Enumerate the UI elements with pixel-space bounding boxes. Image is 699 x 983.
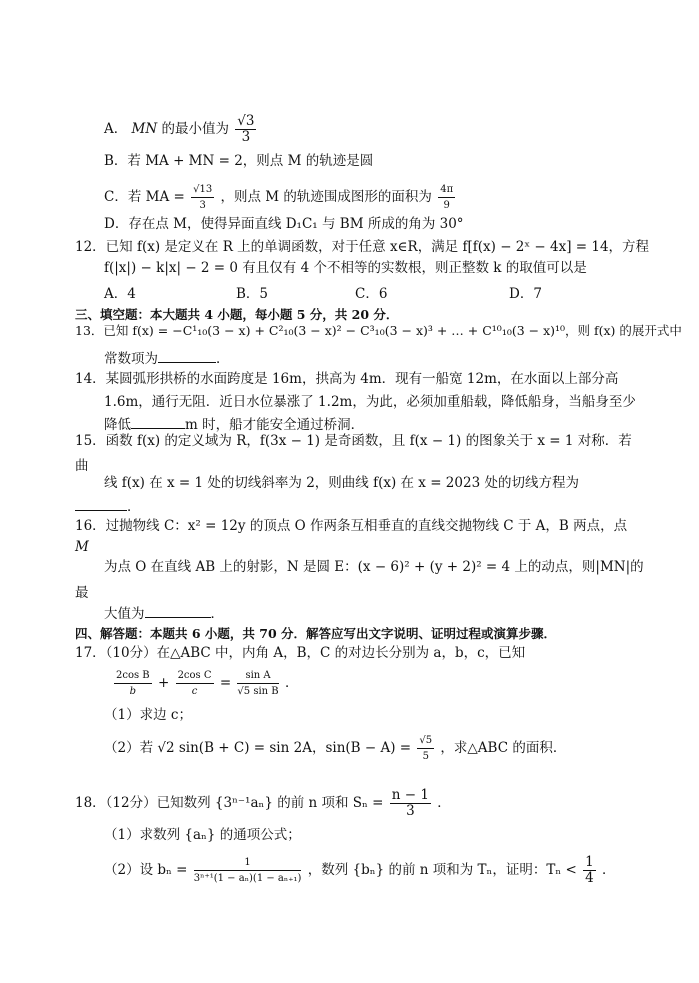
q12-line-1: 12．已知 f(x) 是定义在 R 上的单调函数，对于任意 x∈R，满足 f[f(x) − 2ˣ − 4x] = 14，方程 — [75, 239, 650, 255]
q18-bn-num: 1 — [194, 855, 302, 871]
q17-part2-pre: （2）若 √2 sin(B + C) = sin 2A，sin(B − A) = — [104, 740, 412, 756]
q13-answer-blank — [158, 350, 216, 363]
q11-a-frac-den: 3 — [241, 129, 251, 145]
q16-line-2: M — [75, 539, 89, 555]
q11-c-frac-den: 3 — [199, 200, 206, 211]
q12-line-2: f(|x|) − k|x| − 2 = 0 有且仅有 4 个不相等的实数根，则正整数 k 的取值可以是 — [104, 260, 587, 276]
section-4-heading: 四、解答题：本题共 6 小题，共 70 分．解答应写出文字说明、证明过程或演算步骤． — [75, 626, 557, 641]
q17-line-1: 17．（10分）在△ABC 中，内角 A，B，C 的对边长分别为 a，b，c，已知 — [75, 645, 526, 661]
q14-line-2: 1.6m，通行无阻．近日水位暴涨了 1.2m，为此，必须加重船载，降低船身，当船身至少 — [104, 394, 636, 410]
q13-line2-post: ． — [216, 351, 230, 367]
q17-frac-2 — [176, 668, 214, 699]
q11-option-d: D．存在点 M，使得异面直线 D₁C₁ 与 BM 所成的角为 30° — [104, 216, 464, 232]
q17-eq: = — [219, 675, 232, 691]
q18-part2-post: ． — [602, 862, 616, 878]
q11-c-frac-num: √13 — [191, 182, 214, 198]
q11-a-frac-num: √3 — [237, 113, 255, 129]
q16-line-3: 为点 O 在直线 AB 上的射影，N 是圆 E：(x − 6)² + (y + 2)² = 4 上的动点，则|MN|的 — [104, 559, 644, 575]
q17-end: ． — [284, 675, 299, 691]
q17-f3-num: sin A — [237, 668, 278, 684]
q17-equation — [112, 668, 298, 699]
q11-c-prefix: C．若 MA = — [104, 189, 185, 205]
q11-a-prefix: A． — [104, 121, 128, 137]
q16-line5-post: ． — [210, 606, 224, 622]
q17-plus: + — [157, 675, 170, 691]
q11-c-mid: ，则点 M 的轨迹围成图形的面积为 — [220, 189, 432, 205]
q18-part2-mid: ，数列 {bₙ} 的前 n 项和为 Tₙ，证明：Tₙ < — [307, 862, 577, 878]
q15-line-4 — [75, 498, 141, 516]
q17-part2-fraction — [417, 733, 434, 764]
q16-line-5 — [104, 605, 224, 623]
q18-line-1 — [75, 788, 451, 819]
q12-option-d: D．7 — [509, 286, 542, 302]
q15-line4-post: ． — [127, 499, 141, 515]
q16-line-1: 16．过抛物线 C：x² = 12y 的顶点 O 作两条互相垂直的直线交抛物线 C 于 A，B 两点，点 — [75, 518, 628, 534]
q13-line-2 — [104, 350, 230, 368]
q15-line-1: 15．函数 f(x) 的定义域为 R，f(3x − 1) 是奇函数，且 f(x − 1) 的图象关于 x = 1 对称．若 — [75, 433, 632, 449]
q12-option-c: C．6 — [355, 286, 388, 302]
q17-f3-den: √5 sin B — [237, 686, 279, 697]
section-3-heading: 三、填空题：本大题共 4 小题，每小题 5 分，共 20 分． — [75, 307, 399, 322]
q14-line-1: 14．某圆弧形拱桥的水面跨度是 16m，拱高为 4m．现有一船宽 12m，在水面以上部分高 — [75, 371, 619, 387]
q17-part2-den: 5 — [422, 751, 429, 762]
q11-c-fraction — [191, 182, 214, 213]
q18-sn-num: n − 1 — [391, 787, 429, 803]
q18-t-den: 4 — [585, 870, 594, 886]
q17-frac-3 — [237, 668, 278, 699]
q15-line-3: 线 f(x) 在 x = 1 处的切线斜率为 2，则曲线 f(x) 在 x = 2023 处的切线方程为 — [104, 475, 579, 491]
q13-line2-pre: 常数项为 — [104, 351, 158, 367]
q11-option-a — [104, 114, 258, 145]
q18-part-2 — [104, 855, 616, 886]
q17-f1-num: 2cos B — [114, 668, 152, 684]
q18-t-num: 1 — [585, 854, 594, 870]
q11-option-c — [104, 182, 457, 213]
q11-c-area-den: 9 — [443, 200, 450, 211]
q12-option-a: A．4 — [104, 286, 136, 302]
q18-t-fraction — [583, 855, 596, 886]
q17-f2-den: c — [191, 686, 198, 697]
q11-a-fraction — [235, 114, 256, 145]
q17-part-2 — [104, 733, 566, 764]
q11-option-b: B．若 MA + MN = 2，则点 M 的轨迹是圆 — [104, 153, 374, 169]
q18-bn-den: 3ⁿ⁺¹(1 − aₙ)(1 − aₙ₊₁) — [193, 873, 302, 884]
q11-a-text: 的最小值为 — [161, 121, 229, 137]
q14-line3-pre: 降低 — [104, 417, 131, 433]
q14-answer-blank — [131, 416, 185, 429]
q12-option-b: B．5 — [236, 286, 269, 302]
q18-part2-pre: （2）设 bₙ = — [104, 862, 188, 878]
q18-sn-fraction — [390, 788, 431, 819]
q16-answer-blank — [145, 605, 211, 618]
q17-part2-num: √5 — [417, 733, 434, 749]
q17-part2-post: ，求△ABC 的面积． — [440, 740, 567, 756]
q14-line3-post: m 时，船才能安全通过桥洞． — [185, 417, 365, 433]
q18-bn-fraction — [194, 855, 302, 886]
q18-line1-pre: 18．（12分）已知数列 {3ⁿ⁻¹aₙ} 的前 n 项和 Sₙ = — [75, 795, 384, 811]
q11-c-area-fraction — [438, 182, 455, 213]
q15-line-2: 曲 — [75, 458, 89, 474]
q11-c-area-num: 4π — [438, 182, 455, 198]
q13-line-1: 13．已知 f(x) = −C¹₁₀(3 − x) + C²₁₀(3 − x)² − C³₁₀(3 − x)³ + … + C¹⁰₁₀(3 − x)¹⁰，则 f(x) 的展开式中 — [75, 323, 682, 338]
q11-a-mn: MN — [131, 121, 158, 137]
q18-part-1: （1）求数列 {aₙ} 的通项公式； — [104, 827, 301, 843]
q18-line1-post: ． — [437, 795, 451, 811]
q18-sn-den: 3 — [406, 803, 415, 819]
q15-answer-blank — [75, 498, 127, 511]
q16-line-4: 最 — [75, 585, 89, 601]
q17-f2-num: 2cos C — [176, 668, 214, 684]
q17-part-1: （1）求边 c； — [104, 707, 192, 723]
q17-f1-den: b — [129, 686, 137, 697]
q17-frac-1 — [114, 668, 152, 699]
q16-line5-pre: 大值为 — [104, 606, 145, 622]
